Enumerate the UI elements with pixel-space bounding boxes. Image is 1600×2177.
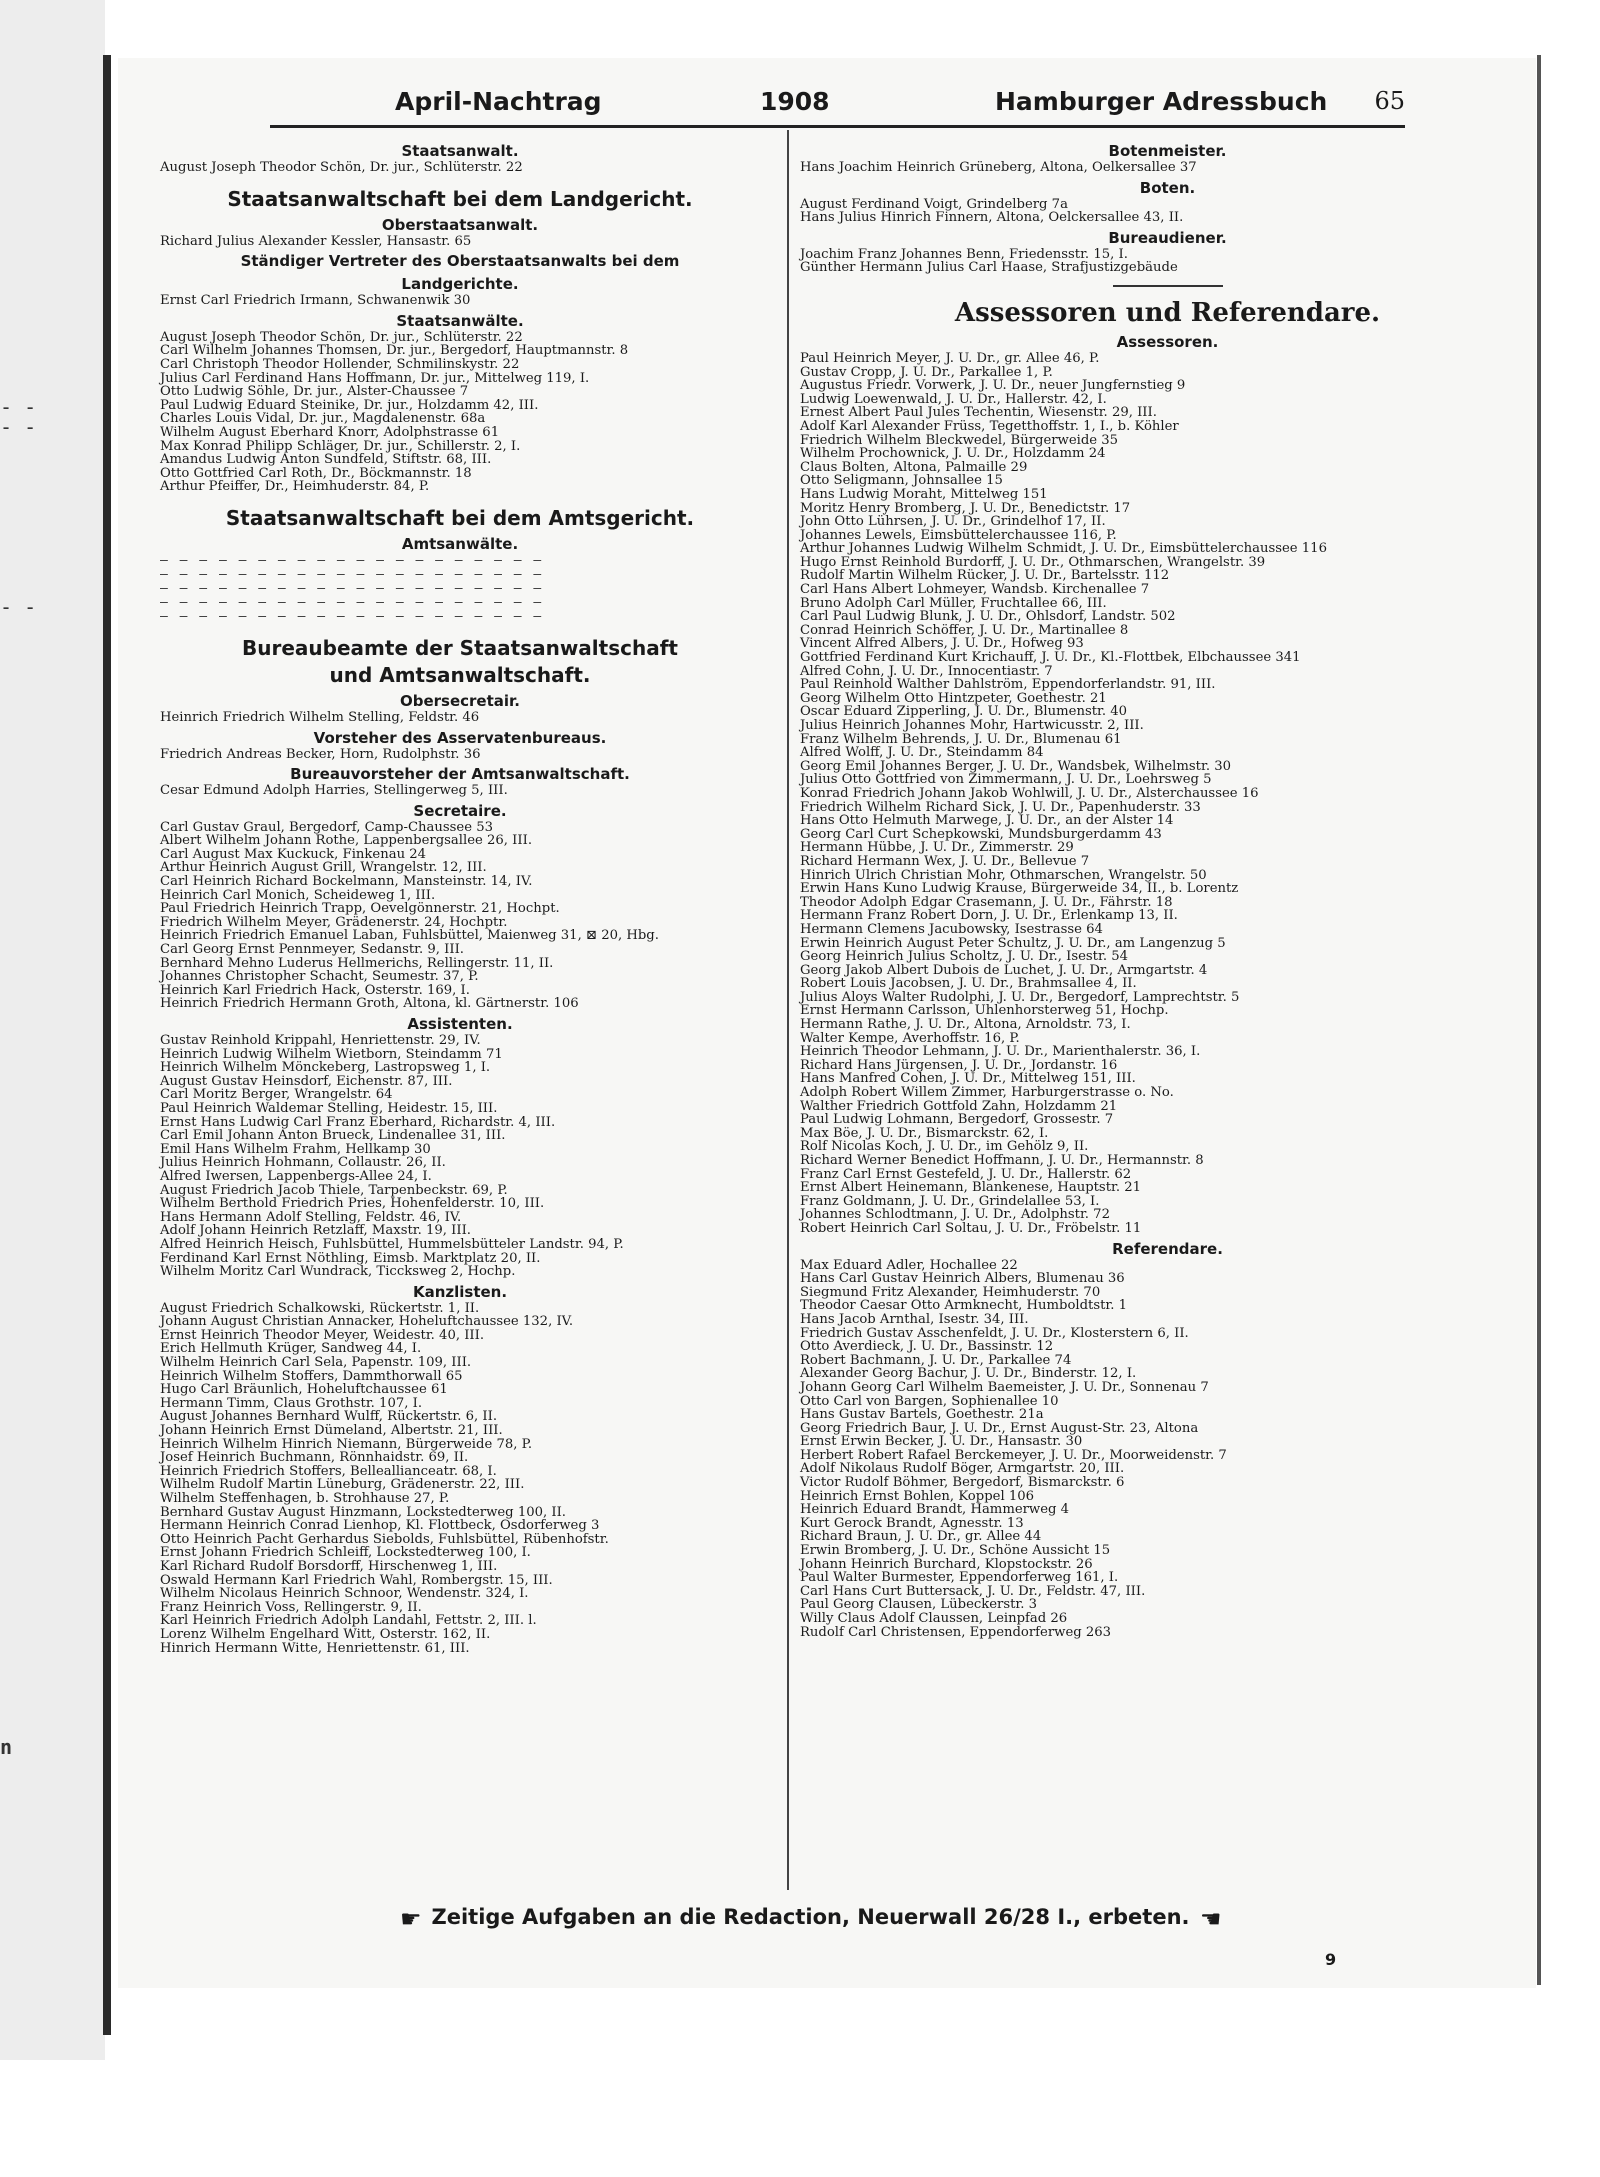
subsection-heading: Landgerichte.	[401, 275, 519, 294]
directory-entry: Otto Gottfried Carl Roth, Dr., Böckmannstr. 18	[160, 465, 472, 481]
directory-entry: Theodor Caesar Otto Armknecht, Humboldtstr. 1	[800, 1298, 1128, 1314]
directory-entry: Heinrich Ludwig Wilhelm Wietborn, Steindamm 71	[160, 1046, 503, 1062]
directory-entry: Robert Bachmann, J. U. Dr., Parkallee 74	[800, 1352, 1072, 1368]
subsection-heading: Kanzlisten.	[412, 1282, 508, 1301]
directory-entry: Johannes Christopher Schacht, Seumestr. 37, P.	[160, 969, 479, 985]
directory-entry: Oswald Hermann Karl Friedrich Wahl, Rombergstr. 15, III.	[160, 1572, 553, 1588]
directory-entry: Ernst Johann Friedrich Schleiff, Lockstedterweg 100, I.	[160, 1545, 531, 1561]
directory-entry: Richard Werner Benedict Hoffmann, J. U. Dr., Hermannstr. 8	[800, 1153, 1204, 1168]
directory-entry: Otto Heinrich Pacht Gerhardus Siebolds, Fuhlsbüttel, Rübenhofstr.	[160, 1531, 609, 1547]
directory-entry: Rolf Nicolas Koch, J. U. Dr., im Gehölz 9, II.	[800, 1139, 1089, 1155]
directory-entry: Hans Otto Helmuth Marwege, J. U. Dr., an der Alster 14	[800, 813, 1174, 829]
directory-entry: Friedrich Wilhelm Bleckwedel, Bürgerweide 35	[800, 432, 1119, 448]
directory-entry: Friedrich Andreas Becker, Horn, Rudolphstr. 36	[160, 746, 481, 762]
subsection-heading: Amtsanwälte.	[401, 534, 519, 553]
directory-entry: Hinrich Ulrich Christian Mohr, Othmarschen, Wrangelstr. 50	[800, 867, 1207, 883]
section-heading: Staatsanwaltschaft bei dem Landgericht.	[227, 186, 693, 211]
subsection-heading: Obersecretair.	[399, 691, 520, 710]
directory-entry: Alfred Heinrich Heisch, Fuhlsbüttel, Hummelsbütteler Landstr. 94, P.	[160, 1236, 624, 1252]
left-column	[160, 138, 760, 1655]
page-number: 65	[1374, 87, 1405, 115]
vacancy-dashes: — — — — — — — — — — — — — — — — — — — —	[160, 552, 544, 568]
directory-entry: Rudolf Carl Christensen, Eppendorferweg 263	[800, 1624, 1112, 1640]
directory-entry: Julius Heinrich Johannes Mohr, Hartwicusstr. 2, III.	[800, 718, 1144, 733]
directory-entry: Carl Heinrich Richard Bockelmann, Mansteinstr. 14, IV.	[160, 874, 533, 890]
directory-entry: Erwin Heinrich August Peter Schultz, J. U. Dr., am Langenzug 5	[800, 935, 1226, 951]
directory-entry: Hermann Timm, Claus Grothstr. 107, I.	[160, 1395, 423, 1411]
directory-entry: Heinrich Friedrich Hermann Groth, Altona, kl. Gärtnerstr. 106	[160, 996, 579, 1012]
directory-entry: Richard Braun, J. U. Dr., gr. Allee 44	[800, 1529, 1042, 1545]
directory-entry: Charles Louis Vidal, Dr. jur., Magdalenenstr. 68a	[160, 411, 486, 427]
directory-entry: Wilhelm Nicolaus Heinrich Schnoor, Wendenstr. 324, I.	[160, 1586, 529, 1602]
directory-entry: Julius Heinrich Hohmann, Collaustr. 26, II.	[160, 1155, 446, 1171]
directory-entry: Paul Reinhold Walther Dahlström, Eppendorferlandstr. 91, III.	[800, 677, 1216, 693]
vacancy-dashes: — — — — — — — — — — — — — — — — — — — —	[160, 566, 544, 582]
running-header	[270, 85, 1405, 128]
directory-entry: Wilhelm Prochownick, J. U. Dr., Holzdamm 24	[800, 446, 1106, 462]
directory-entry: Joachim Franz Johannes Benn, Friedensstr. 15, I.	[800, 246, 1128, 262]
directory-entry: Arthur Pfeiffer, Dr., Heimhuderstr. 84, P.	[160, 479, 430, 495]
directory-entry: Georg Heinrich Julius Scholtz, J. U. Dr., Isestr. 54	[800, 949, 1128, 965]
directory-entry: Lorenz Wilhelm Engelhard Witt, Osterstr. 162, II.	[160, 1626, 491, 1642]
directory-entry: Carl August Max Kuckuck, Finkenau 24	[160, 846, 427, 862]
pointing-hand-icon: ☛	[400, 1905, 422, 1933]
directory-entry: Heinrich Eduard Brandt, Hammerweg 4	[800, 1502, 1070, 1518]
directory-entry: Carl Wilhelm Johannes Thomsen, Dr. jur., Bergedorf, Hauptmannstr. 8	[160, 343, 629, 359]
margin-mark: n	[0, 1735, 13, 1759]
header-year: 1908	[760, 87, 830, 116]
directory-entry: Georg Jakob Albert Dubois de Luchet, J. U. Dr., Armgartstr. 4	[800, 962, 1208, 978]
directory-entry: Albert Wilhelm Johann Rothe, Lappenbergsallee 26, III.	[160, 833, 533, 849]
directory-entry: Johann August Christian Annacker, Hoheluftchaussee 132, IV.	[160, 1314, 574, 1330]
directory-entry: Paul Heinrich Meyer, J. U. Dr., gr. Allee 46, P.	[800, 350, 1100, 366]
directory-entry: August Joseph Theodor Schön, Dr. jur., Schlüterstr. 22	[160, 160, 523, 175]
subsection-heading: Secretaire.	[413, 801, 507, 820]
footer-text: Zeitige Aufgaben an die Redaction, Neuerwall 26/28 I., erbeten.	[431, 1905, 1190, 1929]
directory-entry: Ernest Albert Paul Jules Techentin, Wiesenstr. 29, III.	[800, 405, 1157, 421]
directory-entry: Gustav Cropp, J. U. Dr., Parkallee 1, P.	[800, 364, 1053, 380]
directory-entry: Adolf Nikolaus Rudolf Böger, Armgartstr. 20, III.	[800, 1461, 1125, 1477]
directory-entry: Hans Gustav Bartels, Goethestr. 21a	[800, 1407, 1044, 1423]
directory-entry: Otto Averdieck, J. U. Dr., Bassinstr. 12	[800, 1339, 1054, 1355]
directory-entry: Johann Heinrich Burchard, Klopstockstr. 26	[800, 1556, 1093, 1572]
directory-entry: Heinrich Wilhelm Mönckeberg, Lastropsweg 1, I.	[160, 1060, 491, 1076]
directory-entry: Wilhelm Berthold Friedrich Pries, Hohenfelderstr. 10, III.	[160, 1196, 545, 1212]
subsection-heading: Bureauvorsteher der Amtsanwaltschaft.	[290, 765, 630, 784]
directory-entry: Johannes Lewels, Eimsbüttelerchaussee 116, P.	[800, 527, 1117, 543]
directory-entry: Richard Hans Jürgensen, J. U. Dr., Jordanstr. 16	[800, 1057, 1118, 1073]
directory-entry: Adolf Johann Heinrich Retzlaff, Maxstr. 19, III.	[160, 1223, 471, 1239]
directory-entry: Julius Otto Gottfried von Zimmermann, J. U. Dr., Loehrsweg 5	[800, 772, 1212, 788]
directory-entry: Walter Kempe, Averhoffstr. 16, P.	[800, 1030, 1020, 1046]
directory-entry: Hans Hermann Adolf Stelling, Feldstr. 46, IV.	[160, 1209, 462, 1225]
directory-entry: Claus Bolten, Altona, Palmaille 29	[800, 459, 1028, 475]
directory-entry: August Joseph Theodor Schön, Dr. jur., Schlüterstr. 22	[160, 329, 523, 345]
directory-entry: Hugo Ernst Reinhold Burdorff, J. U. Dr., Othmarschen, Wrangelstr. 39	[800, 554, 1266, 570]
directory-entry: Georg Emil Johannes Berger, J. U. Dr., Wandsbek, Wilhelmstr. 30	[800, 758, 1231, 774]
margin-mark: - -	[0, 595, 37, 619]
vacancy-dashes: — — — — — — — — — — — — — — — — — — — —	[160, 594, 544, 610]
directory-entry: Franz Goldmann, J. U. Dr., Grindelallee 53, I.	[800, 1193, 1100, 1209]
directory-entry: Friedrich Gustav Asschenfeldt, J. U. Dr., Klosterstern 6, II.	[800, 1325, 1189, 1341]
directory-entry: Hinrich Hermann Witte, Henriettenstr. 61, III.	[160, 1640, 470, 1656]
directory-entry: Wilhelm Heinrich Carl Sela, Papenstr. 109, III.	[160, 1355, 472, 1371]
page-edge	[1537, 55, 1541, 1985]
directory-entry: Hermann Clemens Jacubowsky, Isestrasse 64	[800, 921, 1103, 937]
directory-entry: Adolph Robert Willem Zimmer, Harburgerstrasse o. No.	[800, 1085, 1174, 1101]
directory-entry: Johann Georg Carl Wilhelm Baemeister, J. U. Dr., Sonnenau 7	[800, 1379, 1209, 1395]
directory-entry: Karl Heinrich Friedrich Adolph Landahl, Fettstr. 2, III. l.	[160, 1613, 537, 1629]
subsection-heading: Oberstaatsanwalt.	[381, 215, 539, 234]
subsection-heading: Ständiger Vertreter des Oberstaatsanwalts bei dem	[240, 252, 680, 271]
directory-entry: Heinrich Wilhelm Stoffers, Dammthorwall 65	[160, 1368, 463, 1384]
directory-entry: Hans Manfred Cohen, J. U. Dr., Mittelweg 151, III.	[800, 1071, 1136, 1087]
directory-entry: Paul Friedrich Heinrich Trapp, Oevelgönnerstr. 21, Hochpt.	[160, 901, 560, 917]
directory-entry: Ernst Carl Friedrich Irmann, Schwanenwik 30	[160, 293, 471, 309]
subsection-heading: Boten.	[1139, 178, 1196, 197]
directory-entry: Paul Walter Burmester, Eppendorferweg 161, I.	[800, 1570, 1119, 1586]
subsection-heading: Assessoren.	[1116, 332, 1219, 351]
directory-entry: Alfred Wolff, J. U. Dr., Steindamm 84	[800, 745, 1044, 761]
directory-entry: Hans Jacob Arnthal, Isestr. 34, III.	[800, 1311, 1029, 1327]
directory-entry: Ernst Heinrich Theodor Meyer, Weidestr. 40, III.	[160, 1327, 485, 1343]
directory-entry: John Otto Lührsen, J. U. Dr., Grindelhof 17, II.	[800, 514, 1106, 530]
directory-entry: Carl Paul Ludwig Blunk, J. U. Dr., Ohlsdorf, Landstr. 502	[800, 609, 1176, 625]
directory-entry: Max Konrad Philipp Schläger, Dr. jur., Schillerstr. 2, I.	[160, 438, 521, 454]
right-column	[800, 138, 1535, 1639]
subsection-heading: Staatsanwälte.	[396, 311, 524, 330]
directory-entry: Friedrich Wilhelm Meyer, Grädenerstr. 24, Hochptr.	[160, 914, 508, 930]
directory-entry: Carl Hans Albert Lohmeyer, Wandsb. Kirchenallee 7	[800, 582, 1150, 598]
directory-entry: Adolf Karl Alexander Früss, Tegetthoffstr. 1, I., b. Köhler	[800, 418, 1179, 434]
directory-entry: Georg Wilhelm Otto Hintzpeter, Goethestr. 21	[800, 690, 1107, 706]
header-section: April-Nachtrag	[395, 87, 602, 116]
directory-entry: Paul Ludwig Lohmann, Bergedorf, Grossestr. 7	[800, 1112, 1114, 1128]
vacancy-dashes: — — — — — — — — — — — — — — — — — — — —	[160, 608, 544, 624]
directory-entry: Richard Julius Alexander Kessler, Hansastr. 65	[160, 233, 472, 249]
margin-mark: - -	[0, 395, 37, 419]
section-heading: Bureaubeamte der Staatsanwaltschaft	[242, 635, 678, 660]
subsection-heading: Vorsteher des Asservatenbureaus.	[313, 728, 607, 747]
vacancy-dashes: — — — — — — — — — — — — — — — — — — — —	[160, 580, 544, 596]
directory-entry: Augustus Friedr. Vorwerk, J. U. Dr., neuer Jungfernstieg 9	[800, 378, 1186, 394]
directory-entry: Kurt Gerock Brandt, Agnesstr. 13	[800, 1515, 1024, 1531]
directory-entry: Otto Ludwig Söhle, Dr. jur., Alster-Chaussee 7	[160, 384, 469, 400]
directory-entry: Rudolf Martin Wilhelm Rücker, J. U. Dr., Bartelsstr. 112	[800, 568, 1170, 584]
margin-mark: - -	[0, 415, 37, 439]
directory-entry: Alfred Iwersen, Lappenbergs-Allee 24, I.	[160, 1168, 432, 1184]
directory-entry: Hermann Franz Robert Dorn, J. U. Dr., Erlenkamp 13, II.	[800, 908, 1178, 924]
directory-entry: Theodor Adolph Edgar Crasemann, J. U. Dr., Fährstr. 18	[800, 894, 1173, 910]
directory-entry: Richard Hermann Wex, J. U. Dr., Bellevue 7	[800, 853, 1090, 869]
directory-entry: Ernst Erwin Becker, J. U. Dr., Hansastr. 30	[800, 1434, 1083, 1450]
directory-entry: Gustav Reinhold Krippahl, Henriettenstr. 29, IV.	[160, 1033, 481, 1048]
subsection-heading: Referendare.	[1112, 1239, 1223, 1258]
pointing-hand-icon: ☛	[1199, 1905, 1222, 1933]
directory-entry: Wilhelm Rudolf Martin Lüneburg, Grädenerstr. 22, III.	[160, 1477, 525, 1493]
directory-entry: Carl Georg Ernst Pennmeyer, Sedanstr. 9, III.	[160, 942, 464, 958]
directory-entry: Oscar Eduard Zipperling, J. U. Dr., Blumenstr. 40	[800, 704, 1128, 720]
directory-entry: Carl Gustav Graul, Bergedorf, Camp-Chaussee 53	[160, 819, 493, 835]
directory-entry: Hans Julius Hinrich Finnern, Altona, Oelckersallee 43, II.	[800, 210, 1184, 226]
directory-entry: Julius Aloys Walter Rudolphi, J. U. Dr., Bergedorf, Lamprechtstr. 5	[800, 989, 1240, 1005]
directory-entry: August Friedrich Jacob Thiele, Tarpenbeckstr. 69, P.	[160, 1182, 508, 1198]
directory-entry: Hans Joachim Heinrich Grüneberg, Altona, Oelkersallee 37	[800, 160, 1197, 175]
directory-entry: Johann Heinrich Ernst Dümeland, Albertstr. 21, III.	[160, 1423, 503, 1439]
directory-entry: Paul Georg Clausen, Lübeckerstr. 3	[800, 1597, 1038, 1613]
directory-entry: Carl Moritz Berger, Wrangelstr. 64	[160, 1087, 393, 1103]
binding-gutter	[103, 55, 111, 2035]
directory-entry: Arthur Johannes Ludwig Wilhelm Schmidt, J. U. Dr., Eimsbüttelerchaussee 116	[800, 541, 1327, 557]
directory-entry: Heinrich Carl Monich, Scheideweg 1, III.	[160, 887, 436, 903]
directory-entry: Bernhard Gustav August Hinzmann, Lockstedterweg 100, II.	[160, 1504, 566, 1520]
directory-entry: Karl Richard Rudolf Borsdorff, Hirschenweg 1, III.	[160, 1558, 498, 1574]
section-heading: und Amtsanwaltschaft.	[329, 662, 591, 687]
directory-entry: Max Eduard Adler, Hochallee 22	[800, 1257, 1018, 1273]
directory-entry: Max Böe, J. U. Dr., Bismarckstr. 62, I.	[800, 1125, 1049, 1141]
directory-entry: Franz Heinrich Voss, Rellingerstr. 9, II.	[160, 1599, 422, 1615]
directory-entry: Moritz Henry Bromberg, J. U. Dr., Benedictstr. 17	[800, 500, 1131, 516]
directory-entry: August Johannes Bernhard Wulff, Rückertstr. 6, II.	[160, 1409, 498, 1425]
directory-entry: Josef Heinrich Buchmann, Rönnhaidstr. 69, II.	[160, 1450, 469, 1466]
directory-entry: Johannes Schlodtmann, J. U. Dr., Adolphstr. 72	[800, 1207, 1110, 1223]
directory-entry: Hans Ludwig Moraht, Mittelweg 151	[800, 486, 1048, 502]
subsection-heading: Assistenten.	[407, 1015, 513, 1033]
directory-entry: Ferdinand Karl Ernst Nöthling, Eimsb. Marktplatz 20, II.	[160, 1250, 541, 1266]
footer-notice	[390, 1905, 1231, 1933]
directory-entry: Cesar Edmund Adolph Harries, Stellingerweg 5, III.	[160, 783, 508, 799]
directory-entry: Bernhard Mehno Luderus Hellmerichs, Rellingerstr. 11, II.	[160, 955, 554, 971]
directory-entry: Walther Friedrich Gottfold Zahn, Holzdamm 21	[800, 1098, 1118, 1114]
section-rule	[1113, 285, 1223, 287]
directory-entry: Erich Hellmuth Krüger, Sandweg 44, I.	[160, 1341, 422, 1357]
subsection-heading: Staatsanwalt.	[401, 142, 519, 160]
directory-entry: Ludwig Loewenwald, J. U. Dr., Hallerstr. 42, I.	[800, 391, 1107, 407]
directory-entry: Franz Wilhelm Behrends, J. U. Dr., Blumenau 61	[800, 731, 1122, 747]
subsection-heading: Bureaudiener.	[1108, 228, 1227, 247]
directory-entry: Arthur Heinrich August Grill, Wrangelstr. 12, III.	[160, 860, 487, 876]
header-title: Hamburger Adressbuch	[995, 87, 1328, 116]
directory-entry: August Gustav Heinsdorf, Eichenstr. 87, III.	[160, 1073, 453, 1089]
directory-entry: Conrad Heinrich Schöffer, J. U. Dr., Martinallee 8	[800, 622, 1129, 638]
directory-entry: Ernst Hermann Carlsson, Uhlenhorsterweg 51, Hochp.	[800, 1003, 1169, 1019]
directory-entry: Willy Claus Adolf Claussen, Leinpfad 26	[800, 1611, 1068, 1626]
directory-entry: Victor Rudolf Böhmer, Bergedorf, Bismarckstr. 6	[800, 1475, 1125, 1491]
directory-entry: Julius Carl Ferdinand Hans Hoffmann, Dr. jur., Mittelweg 119, I.	[160, 370, 590, 386]
directory-entry: Otto Seligmann, Johnsallee 15	[800, 473, 1003, 489]
directory-entry: Friedrich Wilhelm Richard Sick, J. U. Dr., Papenhuderstr. 33	[800, 799, 1201, 815]
directory-entry: Paul Heinrich Waldemar Stelling, Heidestr. 15, III.	[160, 1100, 498, 1116]
directory-entry: Günther Hermann Julius Carl Haase, Strafjustizgebäude	[800, 260, 1178, 276]
directory-entry: Heinrich Karl Friedrich Hack, Osterstr. 169, I.	[160, 982, 470, 998]
directory-entry: Otto Carl von Bargen, Sophienallee 10	[800, 1393, 1059, 1409]
directory-entry: Vincent Alfred Albers, J. U. Dr., Hofweg 93	[800, 636, 1084, 652]
directory-entry: Hermann Heinrich Conrad Lienhop, Kl. Flottbeck, Osdorferweg 3	[160, 1518, 600, 1534]
directory-entry: Wilhelm Moritz Carl Wundrack, Ticcksweg 2, Hochp.	[160, 1264, 516, 1280]
signature-mark: 9	[1325, 1950, 1337, 1969]
directory-entry: Hugo Carl Bräunlich, Hoheluftchaussee 61	[160, 1382, 448, 1398]
directory-entry: Heinrich Theodor Lehmann, J. U. Dr., Marienthalerstr. 36, I.	[800, 1044, 1201, 1060]
directory-entry: Carl Christoph Theodor Hollender, Schmilinskystr. 22	[160, 356, 520, 372]
directory-entry: August Ferdinand Voigt, Grindelberg 7a	[800, 196, 1068, 212]
directory-entry: Alfred Cohn, J. U. Dr., Innocentiastr. 7	[800, 663, 1053, 679]
directory-entry: Siegmund Fritz Alexander, Heimhuderstr. 70	[800, 1284, 1101, 1300]
section-heading: Staatsanwaltschaft bei dem Amtsgericht.	[225, 505, 695, 530]
directory-entry: Gottfried Ferdinand Kurt Krichauff, J. U. Dr., Kl.-Flottbek, Elbchaussee 341	[800, 650, 1301, 666]
directory-entry: Erwin Hans Kuno Ludwig Krause, Bürgerweide 34, II., b. Lorentz	[800, 881, 1239, 897]
directory-entry: Herbert Robert Rafael Berckemeyer, J. U. Dr., Moorweidenstr. 7	[800, 1447, 1227, 1463]
directory-entry: Paul Ludwig Eduard Steinike, Dr. jur., Holzdamm 42, III.	[160, 397, 539, 413]
directory-entry: Erwin Bromberg, J. U. Dr., Schöne Aussicht 15	[800, 1543, 1111, 1559]
directory-entry: Alexander Georg Bachur, J. U. Dr., Binderstr. 12, I.	[800, 1366, 1137, 1382]
directory-entry: Heinrich Friedrich Emanuel Laban, Fuhlsbüttel, Maienweg 31, ⊠ 20, Hbg.	[160, 928, 659, 944]
directory-entry: Heinrich Friedrich Wilhelm Stelling, Feldstr. 46	[160, 709, 480, 725]
directory-entry: Robert Louis Jacobsen, J. U. Dr., Brahmsallee 4, II.	[800, 976, 1137, 992]
directory-entry: Ernst Hans Ludwig Carl Franz Eberhard, Richardstr. 4, III.	[160, 1114, 556, 1130]
directory-entry: Franz Carl Ernst Gestefeld, J. U. Dr., Hallerstr. 62	[800, 1166, 1132, 1182]
directory-entry: Georg Friedrich Baur, J. U. Dr., Ernst August-Str. 23, Altona	[800, 1420, 1199, 1436]
directory-entry: Carl Hans Curt Buttersack, J. U. Dr., Feldstr. 47, III.	[800, 1583, 1146, 1599]
directory-entry: Robert Heinrich Carl Soltau, J. U. Dr., Fröbelstr. 11	[800, 1220, 1142, 1236]
directory-entry: Wilhelm August Eberhard Knorr, Adolphstrasse 61	[160, 424, 500, 440]
directory-entry: Emil Hans Wilhelm Frahm, Hellkamp 30	[160, 1141, 431, 1157]
directory-entry: Heinrich Wilhelm Hinrich Niemann, Bürgerweide 78, P.	[160, 1436, 533, 1452]
directory-entry: Carl Emil Johann Anton Brueck, Lindenallee 31, III.	[160, 1128, 506, 1144]
directory-entry: Hermann Rathe, J. U. Dr., Altona, Arnoldstr. 73, I.	[800, 1017, 1131, 1033]
major-heading: Assessoren und Referendare.	[954, 297, 1381, 328]
directory-entry: Heinrich Friedrich Stoffers, Belleallianceatr. 68, I.	[160, 1463, 497, 1479]
directory-entry: Wilhelm Steffenhagen, b. Strohhause 27, P.	[160, 1491, 450, 1506]
directory-entry: Hermann Hübbe, J. U. Dr., Zimmerstr. 29	[800, 840, 1074, 856]
directory-entry: Konrad Friedrich Johann Jakob Wohlwill, J. U. Dr., Alsterchaussee 16	[800, 785, 1259, 801]
directory-entry: Amandus Ludwig Anton Sundfeld, Stiftstr. 68, III.	[160, 452, 492, 468]
directory-entry: Georg Carl Curt Schepkowski, Mundsburgerdamm 43	[800, 826, 1162, 842]
directory-entry: Heinrich Ernst Bohlen, Koppel 106	[800, 1488, 1035, 1504]
directory-entry: Hans Carl Gustav Heinrich Albers, Blumenau 36	[800, 1271, 1125, 1287]
directory-entry: Bruno Adolph Carl Müller, Fruchtallee 66, III.	[800, 595, 1107, 611]
column-divider	[787, 130, 789, 1890]
directory-entry: Ernst Albert Heinemann, Blankenese, Hauptstr. 21	[800, 1180, 1142, 1196]
directory-entry: August Friedrich Schalkowski, Rückertstr. 1, II.	[160, 1300, 480, 1316]
subsection-heading: Botenmeister.	[1108, 142, 1227, 160]
